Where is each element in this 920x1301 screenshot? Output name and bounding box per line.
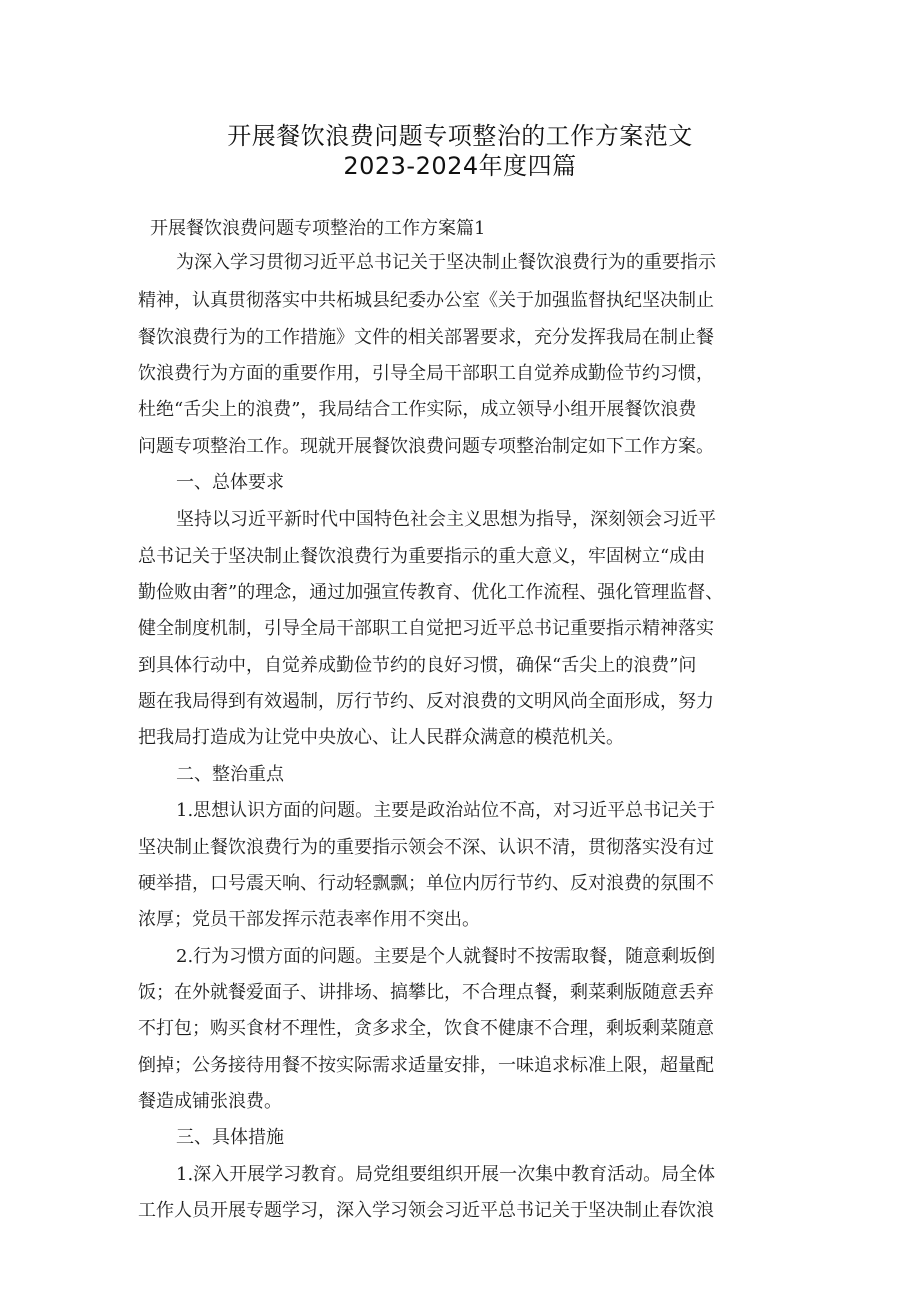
paragraph-line: 倒掉；公务接待用餐不按实际需求适量安排，一味追求标准上限，超量配 — [138, 1055, 714, 1076]
section-subheading: 开展餐饮浪费问题专项整治的工作方案篇1 — [150, 218, 486, 239]
paragraph-line: 精神，认真贯彻落实中共柘城县纪委办公室《关于加强监督执纪坚决制止 — [138, 290, 714, 311]
paragraph-line: 为深入学习贯彻习近平总书记关于坚决制止餐饮浪费行为的重要指示 — [176, 252, 716, 273]
document-title: 开展餐饮浪费问题专项整治的工作方案范文 — [227, 122, 693, 150]
paragraph-line: 勤俭败由奢”的理念，通过加强宣传教育、优化工作流程、强化管理监督、 — [138, 582, 724, 603]
paragraph-line: 餐造成铺张浪费。 — [138, 1091, 282, 1112]
paragraph-line: 2.行为习惯方面的问题。主要是个人就餐时不按需取餐，随意剩坂倒 — [176, 946, 716, 967]
paragraph-line: 健全制度机制，引导全局干部职工自觉把习近平总书记重要指示精神落实 — [138, 618, 714, 639]
paragraph-line: 硬举措，口号震天响、行动轻飘飘；单位内厉行节约、反对浪费的氛围不 — [138, 873, 714, 894]
paragraph-line: 问题专项整治工作。现就开展餐饮浪费问题专项整治制定如下工作方案。 — [138, 436, 714, 457]
paragraph-line: 总书记关于坚决制止餐饮浪费行为重要指示的重大意义，牢固树立“成由 — [138, 546, 706, 567]
paragraph-line: 工作人员开展专题学习，深入学习领会习近平总书记关于坚决制止春饮浪 — [138, 1200, 714, 1221]
paragraph-line: 坚决制止餐饮浪费行为的重要指示领会不深、认识不清，贯彻落实没有过 — [138, 837, 714, 858]
document-subtitle: 2023-2024年度四篇 — [343, 152, 577, 180]
paragraph-line: 餐饮浪费行为的工作措施》文件的相关部署要求，充分发挥我局在制止餐 — [138, 327, 714, 348]
paragraph-line: 题在我局得到有效遏制，厉行节约、反对浪费的文明风尚全面形成，努力 — [138, 691, 714, 712]
paragraph-line: 不打包；购买食材不理性，贪多求全，饮食不健康不合理，剩坂剩菜随意 — [138, 1018, 714, 1039]
section-heading: 三、具体措施 — [176, 1127, 284, 1148]
paragraph-line: 1.思想认识方面的问题。主要是政治站位不高，对习近平总书记关于 — [176, 800, 716, 821]
paragraph-line: 到具体行动中，自觉养成勤俭节约的良好习惯，确保“舌尖上的浪费”问 — [138, 655, 697, 676]
paragraph-line: 杜绝“舌尖上的浪费”，我局结合工作实际，成立领导小组开展餐饮浪费 — [138, 399, 697, 420]
paragraph-line: 浓厚；党员干部发挥示范表率作用不突出。 — [138, 909, 480, 930]
section-heading: 一、总体要求 — [176, 472, 284, 493]
paragraph-line: 1.深入开展学习教育。局党组要组织开展一次集中教育活动。局全体 — [176, 1164, 716, 1185]
paragraph-line: 坚持以习近平新时代中国特色社会主义思想为指导，深刻领会习近平 — [176, 509, 716, 530]
section-heading: 二、整治重点 — [176, 764, 284, 785]
paragraph-line: 饮浪费行为方面的重要作用，引导全局干部职工自觉养成勤俭节约习惯， — [138, 363, 714, 384]
paragraph-line: 饭；在外就餐爱面子、讲排场、搞攀比，不合理点餐，剩菜剩版随意丢弃 — [138, 982, 714, 1003]
paragraph-line: 把我局打造成为让党中央放心、让人民群众满意的模范机关。 — [138, 727, 624, 748]
